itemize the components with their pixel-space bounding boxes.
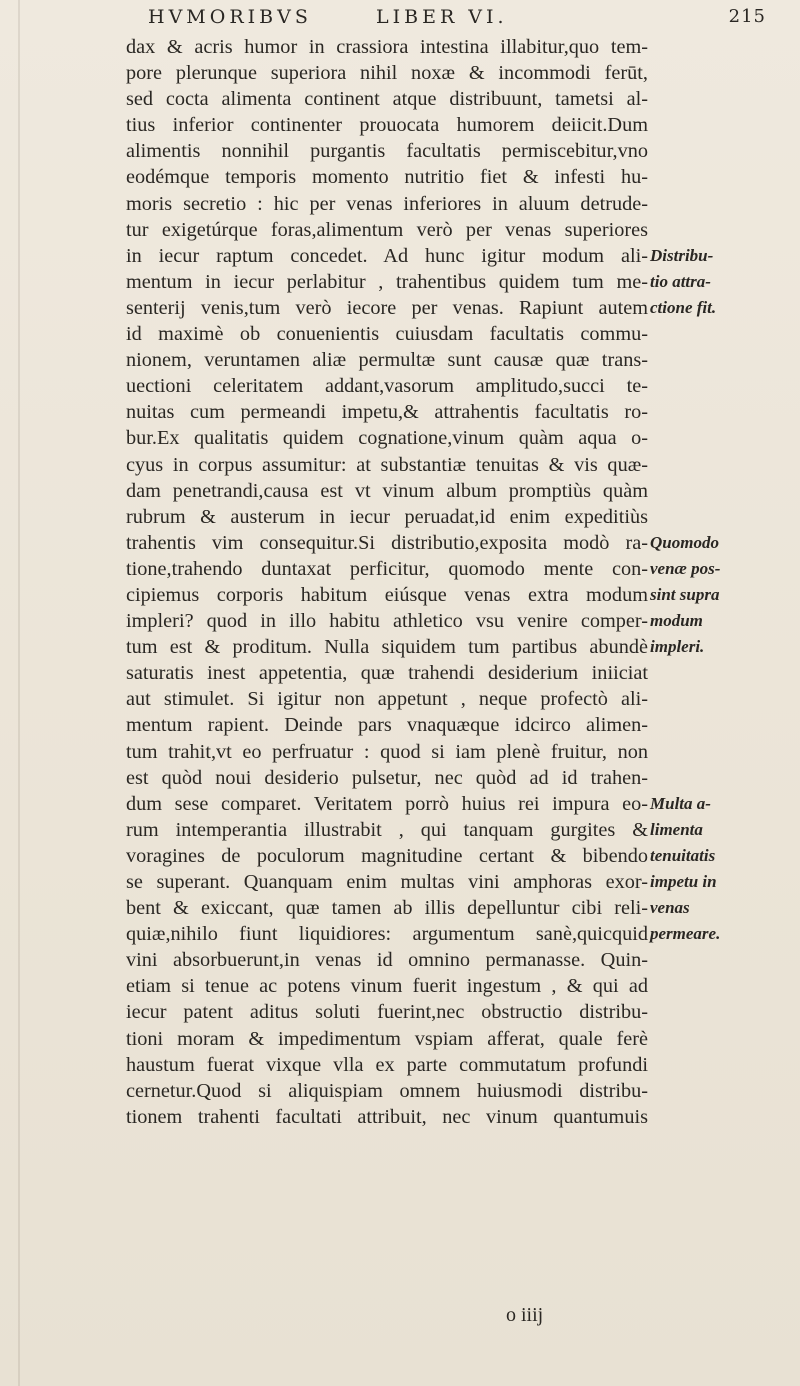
running-header bbox=[148, 2, 766, 32]
signature-mark: o iiij bbox=[506, 1304, 544, 1326]
margin-note-line: Multa a- bbox=[650, 793, 711, 813]
text-line: etiam si tenue ac potens vinum fuerit ingestum , & qui ad bbox=[126, 975, 648, 998]
text-line: dam penetrandi,causa est vt vinum album promptiùs quàm bbox=[126, 479, 648, 502]
margin-note-line: sint supra bbox=[650, 585, 720, 605]
text-line: tum est & proditum. Nulla siquidem tum partibus abundè bbox=[126, 636, 648, 659]
text-line: bur.Ex qualitatis quidem cognatione,vinum quàm aqua o- bbox=[126, 427, 648, 450]
text-line: rum intemperantia illustrabit , qui tanquam gurgites & bbox=[126, 818, 648, 841]
margin-note-line: tenuitatis bbox=[650, 846, 716, 866]
margin-note-line: Distribu- bbox=[650, 245, 714, 265]
text-line: dum sese comparet. Veritatem porrò huius rei impura eo- bbox=[126, 792, 648, 815]
text-line: haustum fuerat vixque vlla ex parte commutatum profundi bbox=[126, 1053, 648, 1076]
text-line: bent & exiccant, quæ tamen ab illis depelluntur cibi reli- bbox=[126, 897, 648, 920]
text-line: nuitas cum permeandi impetu,& attrahentis facultatis ro- bbox=[126, 401, 648, 424]
margin-note-line: venæ pos- bbox=[650, 558, 721, 578]
text-line: aut stimulet. Si igitur non appetunt , neque profectò ali- bbox=[126, 688, 648, 711]
margin-note-line: modum bbox=[650, 611, 703, 631]
text-line: tur exigetúrque foras,alimentum verò per venas superiores bbox=[126, 218, 648, 241]
text-line: alimentis nonnihil purgantis facultatis permiscebitur,vno bbox=[126, 140, 648, 163]
text-line: quiæ,nihilo fiunt liquidiores: argumentum sanè,quicquid bbox=[126, 923, 648, 946]
text-line: pore plerunque superiora nihil noxæ & incommodi ferūt, bbox=[126, 62, 648, 85]
text-line: sed cocta alimenta continent atque distribuunt, tametsi al- bbox=[126, 88, 648, 111]
book-number: LIBER VI. bbox=[376, 6, 508, 28]
text-line: uectioni celeritatem addant,vasorum amplitudo,succi te- bbox=[126, 375, 648, 398]
text-line: est quòd noui desiderio pulsetur, nec quòd ad id trahen- bbox=[126, 766, 648, 789]
text-line: nionem, veruntamen aliæ permultæ sunt causæ quæ trans- bbox=[126, 349, 648, 372]
text-line: dax & acris humor in crassiora intestina illabitur,quo tem- bbox=[126, 36, 648, 58]
text-line: voragines de poculorum magnitudine certant & bibendo bbox=[126, 844, 648, 867]
text-line: eodémque temporis momento nutritio fiet & infesti hu- bbox=[126, 166, 648, 189]
text-line: tius inferior continenter prouocata humorem deiicit.Dum bbox=[126, 114, 648, 137]
text-line: tioni moram & impedimentum vspiam afferat, quale ferè bbox=[126, 1027, 648, 1050]
text-line: tum trahit,vt eo perfruatur : quod si iam plenè fruitur, non bbox=[126, 740, 648, 763]
text-line: mentum in iecur perlabitur , trahentibus quidem tum me- bbox=[126, 270, 648, 293]
margin-note-line: tio attra- bbox=[650, 271, 711, 291]
text-line: impleri? quod in illo habitu athletico vsu venire comper- bbox=[126, 610, 648, 633]
signature-line bbox=[126, 1304, 648, 1334]
running-title: HVMORIBVS bbox=[148, 6, 312, 28]
text-line: saturatis inest appetentia, quæ trahendi desiderium iniiciat bbox=[126, 662, 648, 685]
text-line: cipiemus corporis habitum eiúsque venas extra modum bbox=[126, 583, 648, 606]
text-line: senterij venis,tum verò iecore per venas. Rapiunt autem bbox=[126, 296, 648, 319]
margin-note-line: venas bbox=[650, 898, 690, 918]
margin-note-line: impleri. bbox=[650, 637, 705, 657]
text-line: moris secretio : hic per venas inferiores in aluum detrude- bbox=[126, 192, 648, 215]
text-line: rubrum & austerum in iecur peruadat,id enim expeditiùs bbox=[126, 505, 648, 528]
margin-note bbox=[650, 530, 798, 660]
margin-note-line: limenta bbox=[650, 819, 703, 839]
text-line: mentum rapient. Deinde pars vnaquæque idcirco alimen- bbox=[126, 714, 648, 737]
text-line: tionem trahenti facultati attribuit, nec vinum quantumuis bbox=[126, 1105, 648, 1128]
margin-note-line: permeare. bbox=[650, 924, 721, 944]
page-edge-shadow bbox=[18, 0, 20, 1386]
margin-note bbox=[650, 243, 798, 321]
main-text-block bbox=[126, 34, 648, 1130]
text-line: cernetur.Quod si aliquispiam omnem huiusmodi distribu- bbox=[126, 1079, 648, 1102]
text-line: trahentis vim consequitur.Si distributio,exposita modò ra- bbox=[126, 531, 648, 554]
margin-note bbox=[650, 791, 798, 948]
text-line: id maximè ob conuenientis cuiusdam facultatis commu- bbox=[126, 323, 648, 346]
text-line: iecur patent aditus soluti fuerint,nec obstructio distribu- bbox=[126, 1001, 648, 1024]
margin-note-line: Quomodo bbox=[650, 532, 719, 552]
text-line: vini absorbuerunt,in venas id omnino permanasse. Quin- bbox=[126, 949, 648, 972]
text-line: se superant. Quanquam enim multas vini amphoras exor- bbox=[126, 871, 648, 893]
margin-note-line: ctione fit. bbox=[650, 297, 717, 317]
text-line: cyus in corpus assumitur: at substantiæ tenuitas & vis quæ- bbox=[126, 453, 648, 476]
text-line: tione,trahendo duntaxat perficitur, quomodo mente con- bbox=[126, 557, 648, 580]
margin-note-line: impetu in bbox=[650, 872, 717, 892]
text-line: in iecur raptum concedet. Ad hunc igitur modum ali- bbox=[126, 244, 648, 267]
page-number: 215 bbox=[728, 6, 766, 27]
